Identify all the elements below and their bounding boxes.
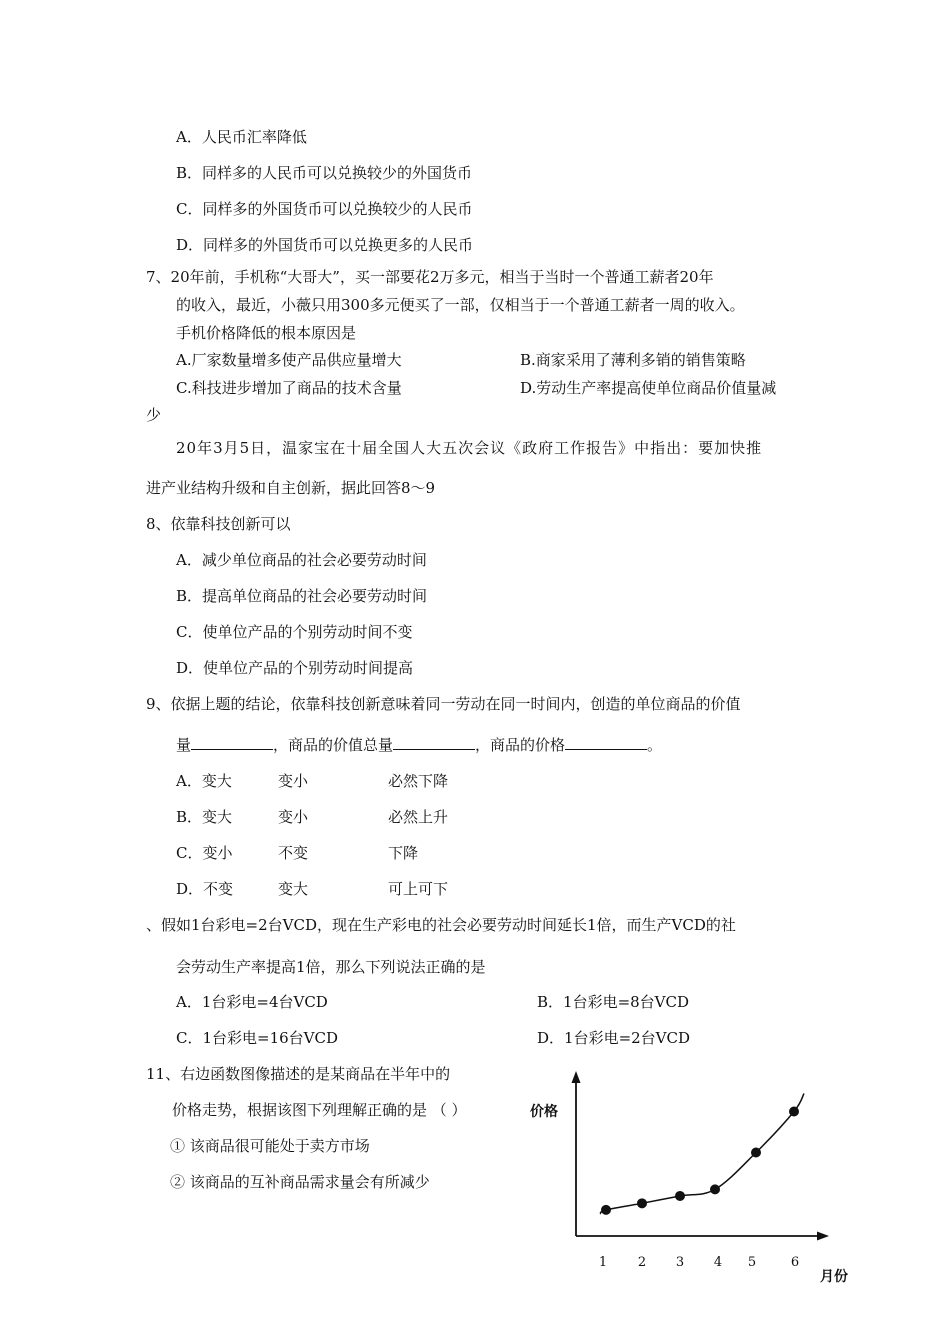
- q9-blank-1[interactable]: [191, 735, 273, 750]
- q9-text-part1: 量: [176, 736, 192, 754]
- q10-option-a: A．1台彩电=4台VCD: [176, 993, 328, 1011]
- q9-option-a-col2: 变小: [278, 772, 309, 790]
- q6-option-c: C．同样多的外国货币可以兑换较少的人民币: [176, 200, 473, 218]
- q9-option-c-col1: C．变小: [176, 844, 233, 862]
- q9-option-a-col1: A．变大: [176, 772, 232, 790]
- q10-option-c: C．1台彩电=16台VCD: [176, 1029, 339, 1047]
- q7-stem-line1: 7、20年前，手机称“大哥大”，买一部要花2万多元，相当于当时一个普通工薪者20年: [146, 268, 714, 286]
- q7-option-d-wrap: 少: [146, 406, 162, 424]
- q11-stem-line2: 价格走势，根据该图下列理解正确的是 （ ）: [172, 1101, 467, 1119]
- q10-option-d: D．1台彩电=2台VCD: [537, 1029, 691, 1047]
- q8-option-c: C．使单位产品的个别劳动时间不变: [176, 623, 413, 641]
- material-line1: 20年3月5日，温家宝在十届全国人大五次会议《政府工作报告》中指出：要加快推: [176, 439, 763, 457]
- q8-option-d: D．使单位产品的个别劳动时间提高: [176, 659, 414, 677]
- q11-item1: ① 该商品很可能处于卖方市场: [170, 1137, 370, 1155]
- q9-option-c-col3: 下降: [388, 844, 419, 862]
- q7-option-a: A.厂家数量增多使产品供应量增大: [176, 351, 402, 369]
- q9-option-b-col1: B．变大: [176, 808, 233, 826]
- y-axis-arrow-icon: [572, 1071, 581, 1083]
- q9-option-c-col2: 不变: [278, 844, 309, 862]
- q9-text-part2: ，商品的价值总量: [273, 736, 394, 754]
- q8-stem: 8、依靠科技创新可以: [146, 515, 291, 533]
- tick-label-4: 4: [713, 1255, 723, 1270]
- q9-option-d-col1: D．不变: [176, 880, 234, 898]
- q8-option-a: A．减少单位商品的社会必要劳动时间: [176, 551, 427, 569]
- q9-stem-line1: 9、依据上题的结论，依靠科技创新意味着同一劳动在同一时间内，创造的单位商品的价值: [146, 695, 741, 713]
- trend-curve: [600, 1094, 804, 1214]
- tick-label-6: 6: [790, 1255, 800, 1270]
- material-line2: 进产业结构升级和自主创新，据此回答8～9: [146, 479, 436, 497]
- q6-option-d: D．同样多的外国货币可以兑换更多的人民币: [176, 236, 474, 254]
- q9-blank-2[interactable]: [393, 735, 475, 750]
- q9-stem-line2: [176, 735, 662, 755]
- q10-stem-line2: 会劳动生产率提高1倍，那么下列说法正确的是: [176, 958, 486, 976]
- q10-stem-line1: 、假如1台彩电=2台VCD，现在生产彩电的社会必要劳动时间延长1倍，而生产VCD的社: [146, 916, 736, 934]
- data-point-6: [789, 1107, 799, 1117]
- q9-option-a-col3: 必然下降: [388, 772, 449, 790]
- q9-option-b-col3: 必然上升: [388, 808, 449, 826]
- y-axis-label: 价格: [530, 1104, 558, 1120]
- q9-option-b-col2: 变小: [278, 808, 309, 826]
- x-axis-arrow-icon: [817, 1232, 829, 1241]
- q7-option-b: B.商家采用了薄利多销的销售策略: [520, 351, 746, 369]
- q6-option-b: B．同样多的人民币可以兑换较少的外国货币: [176, 164, 473, 182]
- q11-item2: ② 该商品的互补商品需求量会有所减少: [170, 1173, 430, 1191]
- tick-label-1: 1: [598, 1255, 608, 1270]
- q6-option-a: A．人民币汇率降低: [176, 128, 307, 146]
- data-point-3: [675, 1191, 685, 1201]
- q10-option-b: B．1台彩电=8台VCD: [537, 993, 690, 1011]
- q9-option-d-col2: 变大: [278, 880, 309, 898]
- q9-blank-3[interactable]: [565, 735, 647, 750]
- q7-stem-line2: 的收入，最近，小薇只用300多元便买了一部，仅相当于一个普通工薪者一周的收入。: [176, 296, 745, 314]
- q9-text-part4: 。: [647, 736, 663, 754]
- data-point-5: [751, 1148, 761, 1158]
- q8-option-b: B．提高单位商品的社会必要劳动时间: [176, 587, 428, 605]
- data-point-2: [637, 1198, 647, 1208]
- q7-stem-line3: 手机价格降低的根本原因是: [176, 324, 357, 342]
- q9-option-d-col3: 可上可下: [388, 880, 449, 898]
- x-axis-label: 月份: [820, 1269, 848, 1285]
- tick-label-3: 3: [675, 1255, 685, 1270]
- data-point-4: [710, 1184, 720, 1194]
- data-point-1: [601, 1205, 611, 1215]
- q7-option-c: C.科技进步增加了商品的技术含量: [176, 379, 402, 397]
- tick-label-2: 2: [637, 1255, 647, 1270]
- tick-labels: [599, 1255, 799, 1270]
- tick-label-5: 5: [747, 1255, 757, 1270]
- data-points: [601, 1107, 799, 1215]
- q11-stem-line1: 11、右边函数图像描述的是某商品在半年中的: [146, 1065, 451, 1083]
- q7-option-d: D.劳动生产率提高使单位商品价值量减: [520, 379, 777, 397]
- q9-text-part3: ，商品的价格: [475, 736, 566, 754]
